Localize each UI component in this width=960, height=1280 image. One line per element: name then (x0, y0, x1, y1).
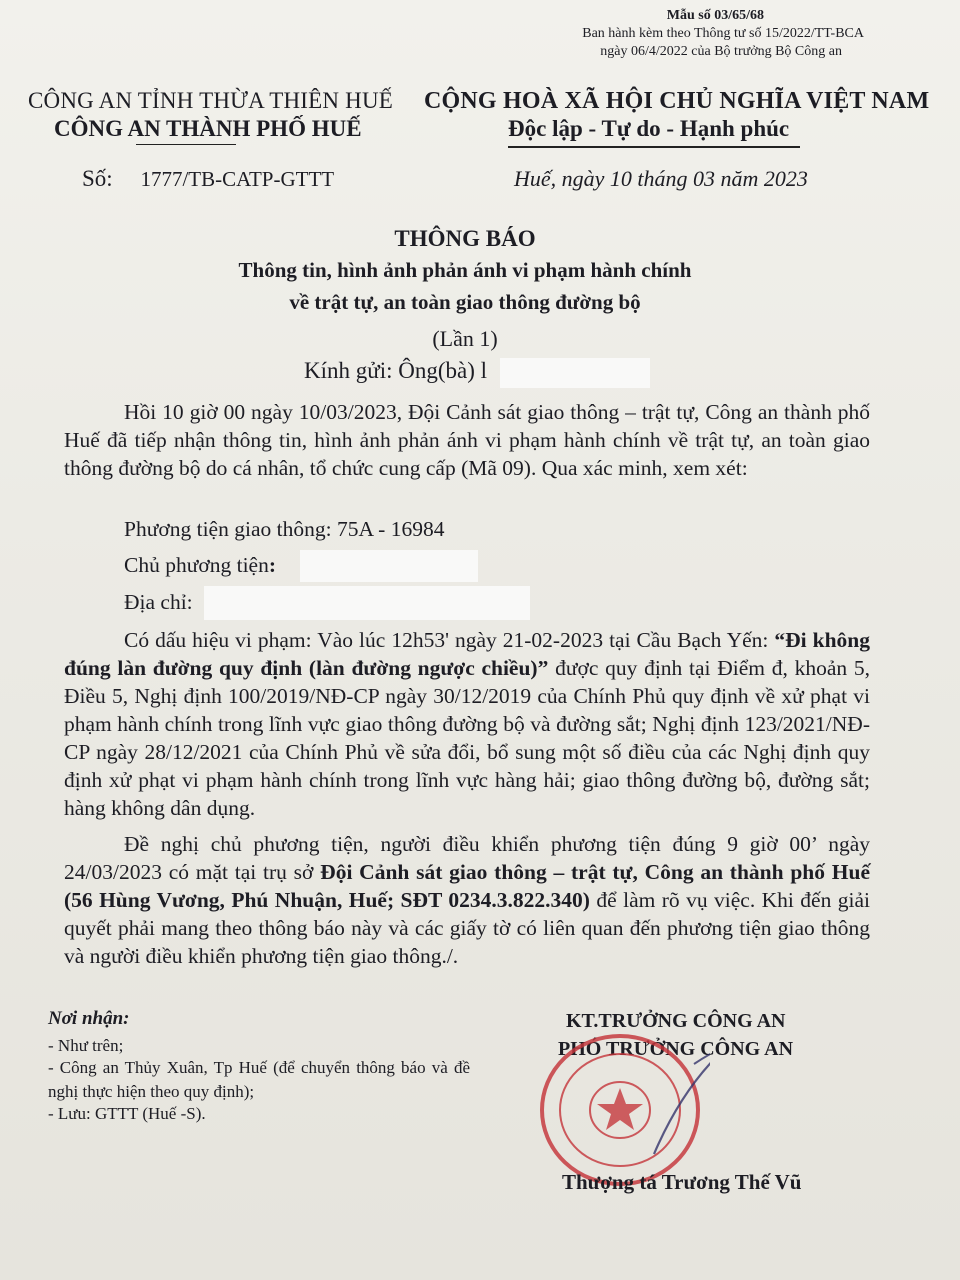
notice-attempt: (Lần 1) (432, 326, 498, 351)
place-date: Huế, ngày 10 tháng 03 năm 2023 (514, 166, 808, 191)
request-rest: để làm rõ vụ việc. Khi đến giải quyết phải mang theo thông báo này và các giấy tờ có liên quan đến phương tiện giao thông và người điều khiển phương tiện giao thông./. (64, 888, 870, 968)
signature-stroke (654, 1044, 710, 1154)
nation-motto: Độc lập - Tự do - Hạnh phúc (508, 116, 790, 141)
redaction-address (204, 586, 530, 620)
recipients-title: Nơi nhận: (48, 1008, 130, 1029)
violation-lead: Có dấu hiệu vi phạm: Vào lúc 12h53' ngày 21-02-2023 tại Cầu Bạch Yến: (124, 628, 775, 652)
violation-description: “Đi không đúng làn đường quy định (làn đường ngược chiều)” (64, 628, 870, 680)
vehicle-label: Phương tiện giao thông: (124, 517, 337, 541)
notice-subtitle-1: Thông tin, hình ảnh phản ánh vi phạm hành chính (238, 258, 692, 282)
owner-line (124, 553, 276, 578)
signer-name: Thượng tá Trương Thế Vũ (562, 1170, 802, 1194)
signature-title-2: PHÓ TRƯỞNG CÔNG AN (558, 1038, 794, 1060)
address-label: Địa chỉ: (124, 590, 193, 614)
signature-title-1: KT.TRƯỞNG CÔNG AN (566, 1010, 786, 1032)
form-issued-line-2: ngày 06/4/2022 của Bộ trưởng Bộ Công an (600, 44, 842, 59)
request-lead: Đề nghị chủ phương tiện, người điều khiển phương tiện đúng 9 giờ 00’ ngày 24/03/2023 có mặt tại trụ sở (64, 832, 870, 884)
recipient-line (304, 358, 487, 384)
request-office: Đội Cảnh sát giao thông – trật tự, Công an thành phố Huế (56 Hùng Vương, Phú Nhuận, Huế; SĐT 0234.3.822.340) (64, 860, 870, 912)
owner-label: Chủ phương tiện (124, 553, 269, 577)
form-number: Mẫu số 03/65/68 (666, 8, 764, 23)
motto-underline (508, 146, 800, 148)
recipient-item-2: - Công an Thủy Xuân, Tp Huế (để chuyển thông báo và đề nghị thực hiện theo quy định); (48, 1058, 470, 1101)
vehicle-plate: 75A - 16984 (336, 517, 445, 541)
agency-name: CÔNG AN THÀNH PHỐ HUẾ (54, 116, 362, 141)
agency-parent: CÔNG AN TỈNH THỪA THIÊN HUẾ (28, 88, 394, 113)
paragraph-intro-text: Hồi 10 giờ 00 ngày 10/03/2023, Đội Cảnh sát giao thông – trật tự, Công an thành phố Huế đã tiếp nhận thông tin, hình ảnh phản ánh vi phạm hành chính về trật tự, an toàn giao thông đường bộ do cá nhân, tổ chức cung cấp (Mã 09). Qua xác minh, xem xét: (64, 400, 870, 480)
violation-legal-basis: được quy định tại Điểm đ, khoản 5, Điều 5, Nghị định 100/2019/NĐ-CP ngày 30/12/2019 của Chính Phủ quy định về xử phạt vi phạm hành chính trong lĩnh vực giao thông đường bộ và đường sắt; Nghị định 123/2021/NĐ-CP ngày 28/12/2021 của Chính Phủ về sửa đổi, bổ sung một số điều của các Nghị định quy định xử phạt vi phạm hành chính trong lĩnh vực hàng hải; giao thông đường bộ, đường sắt; hàng không dân dụng. (64, 656, 870, 820)
vehicle-line (124, 517, 444, 542)
document-number (82, 166, 334, 192)
recipient-item-1: - Như trên; (48, 1036, 124, 1055)
address-line (124, 590, 193, 615)
redaction-recipient (500, 358, 650, 388)
recipient-name: l (480, 358, 488, 383)
redaction-owner (300, 550, 478, 582)
document-number-value: 1777/TB-CATP-GTTT (140, 167, 335, 191)
form-issued-line-1: Ban hành kèm theo Thông tư số 15/2022/TT-BCA (582, 26, 864, 41)
star-icon (597, 1088, 643, 1130)
document-number-label: Số: (82, 166, 113, 191)
paragraph-violation (64, 626, 870, 822)
nation-title: CỘNG HOÀ XÃ HỘI CHỦ NGHĨA VIỆT NAM (424, 88, 930, 114)
owner-colon: : (268, 553, 277, 577)
notice-subtitle-2: về trật tự, an toàn giao thông đường bộ (289, 290, 641, 314)
recipient-label: Kính gửi: Ông(bà) (304, 358, 481, 383)
agency-underline (136, 144, 236, 145)
paragraph-intro (64, 398, 870, 482)
recipient-item-3: - Lưu: GTTT (Huế -S). (48, 1104, 206, 1123)
paragraph-request (64, 830, 870, 970)
notice-title: THÔNG BÁO (394, 226, 536, 251)
official-seal (534, 1024, 710, 1192)
